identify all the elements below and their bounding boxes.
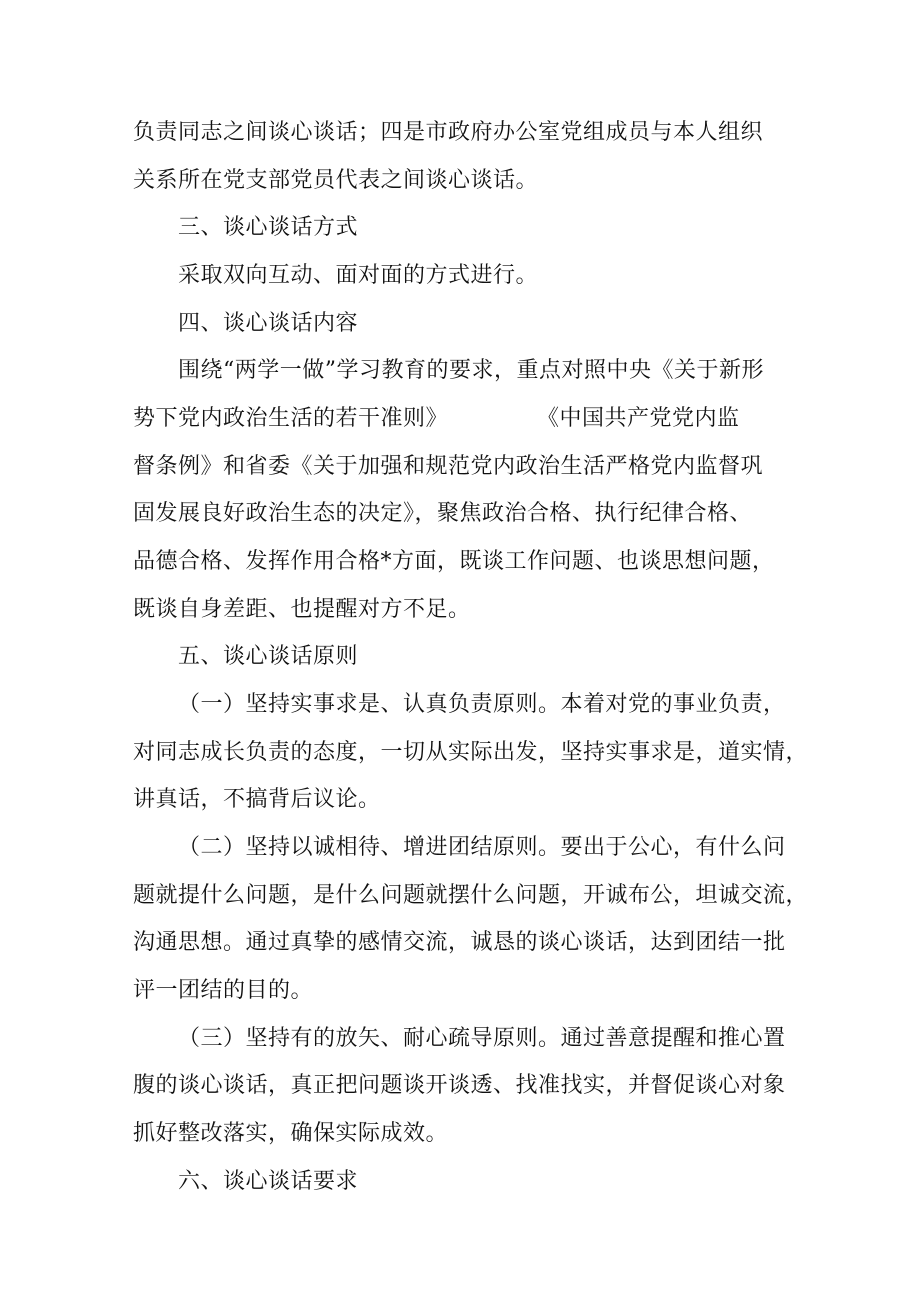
paragraph-line: （二）坚持以诚相待、增进团结原则。要出于公心，有什么问 [178,835,786,860]
paragraph-line: 《中国共产党党内监 [537,406,740,431]
paragraph-line: 评一团结的目的。 [133,978,314,1003]
paragraph-line: 对同志成长负责的态度，一切从实际出发，坚持实事求是，道实情， [133,740,809,765]
paragraph-line: 督条例》和省委《关于加强和规范党内政治生活严格党内监督巩 [133,454,764,479]
paragraph-line: （一）坚持实事求是、认真负责原则。本着对党的事业负责， [178,692,786,717]
paragraph-line: （三）坚持有的放矢、耐心疏导原则。通过善意提醒和推心置 [178,1026,786,1051]
paragraph-line: 负责同志之间谈心谈话；四是市政府办公室党组成员与本人组织 [133,120,764,145]
paragraph-line: 势下党内政治生活的若干准则》 [133,406,449,431]
section-heading-3: 三、谈心谈话方式 [178,215,359,240]
paragraph-line: 采取双向互动、面对面的方式进行。 [178,263,539,288]
paragraph-line: 腹的谈心谈话，真正把问题谈开谈透、找准找实，并督促谈心对象 [133,1073,786,1098]
paragraph-line: 题就提什么问题，是什么问题就摆什么问题，开诚布公，坦诚交流， [133,883,809,908]
paragraph-line: 品德合格、发挥作用合格*方面，既谈工作问题、也谈思想问题， [133,549,775,574]
section-heading-4: 四、谈心谈话内容 [178,311,359,336]
paragraph-line: 既谈自身差距、也提醒对方不足。 [133,597,471,622]
paragraph-line: 围绕“两学一做”学习教育的要求，重点对照中央《关于新形 [178,358,764,383]
paragraph-line: 沟通思想。通过真挚的感情交流，诚恳的谈心谈话，达到团结一批 [133,930,786,955]
paragraph-line: 关系所在党支部党员代表之间谈心谈话。 [133,168,539,193]
paragraph-line: 讲真话，不搞背后议论。 [133,787,381,812]
paragraph-line: 抓好整改落实，确保实际成效。 [133,1121,449,1146]
section-heading-6: 六、谈心谈话要求 [178,1169,359,1194]
section-heading-5: 五、谈心谈话原则 [178,644,359,669]
paragraph-line: 固发展良好政治生态的决定》，聚焦政治合格、执行纪律合格、 [133,501,753,526]
